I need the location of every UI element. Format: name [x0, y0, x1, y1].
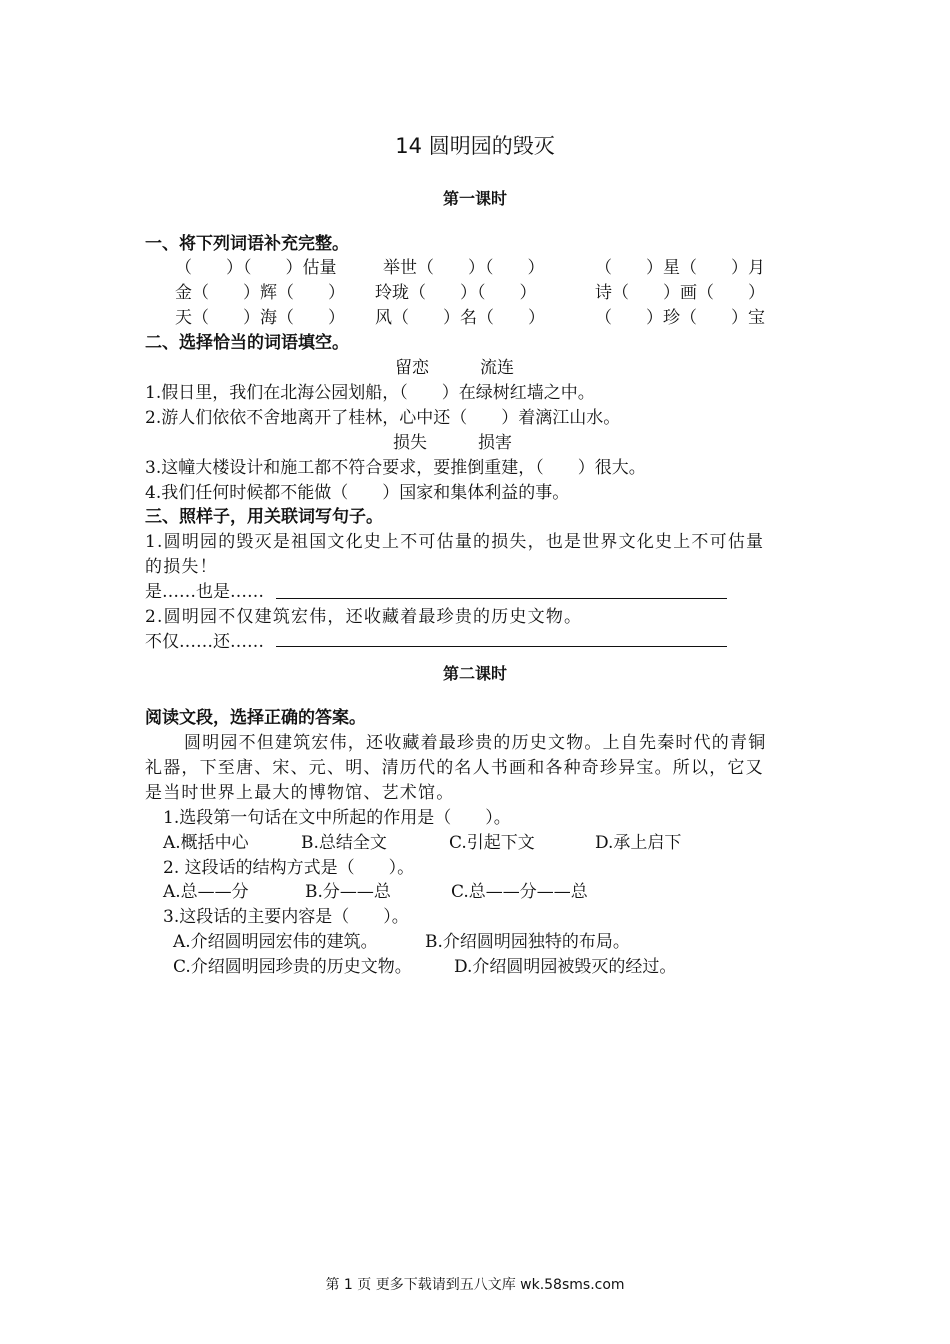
option: C.引起下文 — [449, 833, 535, 853]
pattern-label: 不仅……还…… — [145, 632, 264, 652]
section1-heading: 一、将下列词语补充完整。 — [145, 234, 349, 254]
page-title: 14 圆明园的毁灭 — [395, 134, 555, 158]
answer-line[interactable] — [276, 646, 727, 647]
question: 3.这幢大楼设计和施工都不符合要求，要推倒重建，（ ）很大。 — [145, 458, 646, 478]
question: 1.假日里，我们在北海公园划船，（ ）在绿树红墙之中。 — [145, 383, 595, 403]
option: B.总结全文 — [301, 833, 387, 853]
fill-item: 诗（ ）画（ ） — [595, 283, 765, 303]
option: B.分——总 — [305, 882, 391, 902]
passage-line: 是当时世界上最大的博物馆、艺术馆。 — [145, 783, 455, 803]
fill-item: （ ）珍（ ）宝 — [595, 308, 765, 328]
example-sentence-cont: 的损失！ — [145, 557, 218, 577]
question: 2.游人们依依不舍地离开了桂林，心中还（ ）着漓江山水。 — [145, 408, 621, 428]
fill-item: 风（ ）名（ ） — [375, 308, 545, 328]
section2-heading: 二、选择恰当的词语填空。 — [145, 333, 349, 353]
option: D.介绍圆明园被毁灭的经过。 — [454, 957, 677, 977]
option: B.介绍圆明园独特的布局。 — [425, 932, 630, 952]
lesson1-label: 第一课时 — [442, 189, 507, 208]
option: A.总——分 — [163, 882, 249, 902]
option: C.介绍圆明园珍贵的历史文物。 — [173, 957, 412, 977]
option: A.介绍圆明园宏伟的建筑。 — [173, 932, 378, 952]
option: C.总——分——总 — [451, 882, 588, 902]
option: A.概括中心 — [163, 833, 249, 853]
lesson2-label: 第二课时 — [442, 664, 507, 683]
fill-item: 金（ ）辉（ ） — [175, 283, 345, 303]
question: 3.这段话的主要内容是（ ）。 — [163, 907, 409, 927]
example-sentence: 2.圆明园不仅建筑宏伟，还收藏着最珍贵的历史文物。 — [145, 607, 583, 627]
pattern-label: 是……也是…… — [145, 582, 264, 602]
word-choices: 损失 损害 — [393, 433, 512, 453]
fill-item: （ ）（ ）估量 — [175, 258, 337, 278]
question: 1.选段第一句话在文中所起的作用是（ ）。 — [163, 808, 511, 828]
section3-heading: 三、照样子，用关联词写句子。 — [145, 507, 383, 527]
example-sentence: 1.圆明园的毁灭是祖国文化史上不可估量的损失，也是世界文化史上不可估量 — [145, 532, 765, 552]
word-choices: 留恋 流连 — [395, 358, 514, 378]
option: D.承上启下 — [595, 833, 682, 853]
page-footer: 第 1 页 更多下载请到五八文库 wk.58sms.com — [325, 1277, 625, 1293]
passage-line: 圆明园不但建筑宏伟，还收藏着最珍贵的历史文物。上自先秦时代的青铜 — [184, 733, 767, 753]
fill-item: 举世（ ）（ ） — [383, 258, 545, 278]
reading-heading: 阅读文段，选择正确的答案。 — [145, 708, 366, 728]
fill-item: （ ）星（ ）月 — [595, 258, 765, 278]
passage-line: 礼器，下至唐、宋、元、明、清历代的名人书画和各种奇珍异宝。所以，它又 — [145, 758, 764, 778]
answer-line[interactable] — [276, 598, 727, 599]
fill-item: 玲珑（ ）（ ） — [375, 283, 537, 303]
question: 4.我们任何时候都不能做（ ）国家和集体利益的事。 — [145, 483, 570, 503]
fill-item: 天（ ）海（ ） — [175, 308, 345, 328]
question: 2. 这段话的结构方式是（ ）。 — [163, 858, 415, 878]
